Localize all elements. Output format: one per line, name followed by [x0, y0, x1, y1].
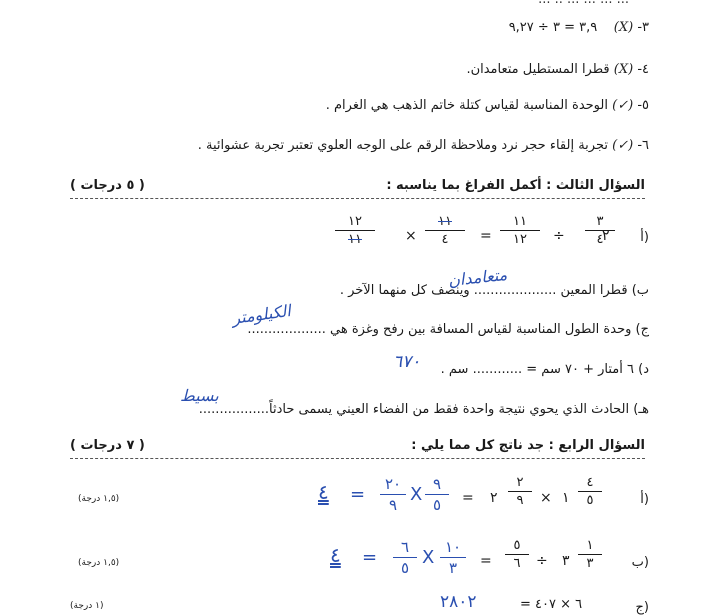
q3-e	[199, 402, 649, 417]
check-mark: (✓)	[612, 98, 634, 113]
q4-c-label: ج)	[635, 600, 649, 615]
check-mark: (✓)	[612, 138, 634, 153]
item-number: ٣-	[637, 20, 649, 35]
q4-b-note: (١,٥ درجة)	[78, 558, 120, 568]
q2-item-3	[509, 20, 649, 35]
q4-b-hw-fraction-2: ٦ ٥	[393, 538, 417, 577]
q4-b-answer: ٤	[330, 543, 341, 567]
q3-a-whole-1: ٢	[602, 228, 610, 244]
q3-a-label: أ)	[640, 230, 649, 245]
q4-b-label: ب)	[631, 555, 649, 570]
q4-c-answer: ٢٨٠٢	[440, 592, 477, 612]
q4-a-label: أ)	[640, 492, 649, 507]
q3-title: السؤال الثالث : أكمل الفراغ بما يناسبه :	[386, 178, 645, 193]
item-number: ٤-	[637, 62, 649, 77]
q4-b-fraction-2: ٥ ٦	[505, 538, 529, 571]
q4-a-note: (١,٥ درجة)	[78, 494, 120, 504]
q4-a-hw-fraction-2: ٢٠ ٩	[380, 475, 406, 514]
q4-header	[70, 435, 645, 459]
item-text: الحادث الذي يحوي نتيجة واحدة فقط من الفضاء العيني يسمى حادثاً.................	[198, 402, 630, 417]
item-label: د)	[638, 362, 649, 377]
q4-a-hw-multiply: X	[410, 484, 423, 505]
q3-header	[70, 175, 645, 199]
item-text: وحدة الطول المناسبة لقياس المسافة بين رفح وغزة هي ...................	[247, 322, 632, 337]
q3-a-multiply: ×	[405, 228, 417, 244]
q4-b-hw-multiply: X	[422, 547, 435, 568]
header-divider	[70, 458, 645, 459]
q3-b-answer: متعامدان	[447, 264, 508, 291]
q3-e-answer: بسيط	[180, 386, 219, 405]
cross-mark: (X)	[613, 20, 634, 35]
q4-b-hw-fraction-1: ١٠ ٣	[440, 538, 466, 577]
q3-a-fraction-1: ٣ ٤	[585, 214, 615, 247]
q3-a-fraction-3: ١١ ٤	[425, 214, 465, 247]
q4-b-hw-equals: =	[362, 547, 378, 568]
q4-a-fraction-1: ٤ ٥	[578, 475, 602, 508]
q4-a-answer: ٤	[318, 480, 329, 504]
item-number: ٦-	[637, 138, 649, 153]
q4-b-equals: =	[480, 553, 492, 569]
q3-c	[247, 322, 649, 337]
cross-mark: (X)	[613, 62, 634, 77]
q3-a-fraction-4: ١٢ ١١	[335, 214, 375, 247]
q4-a-fraction-2: ٢ ٩	[508, 475, 532, 508]
q4-a-whole-1: ١	[562, 490, 570, 506]
q4-points: ( ٧ درجات )	[70, 438, 145, 453]
item-expression: ٣,٩ = ٣ ÷ ٩,٢٧	[508, 20, 598, 35]
q2-top-partial	[538, 0, 629, 7]
q4-b-fraction-1: ١ ٣	[578, 538, 602, 571]
q4-b-whole-1: ٣	[562, 553, 570, 569]
q3-points: ( ٥ درجات )	[70, 178, 145, 193]
q4-a-multiply: ×	[540, 490, 552, 506]
item-text: تجربة إلقاء حجر نرد وملاحظة الرقم على الوجه العلوي تعتبر تجربة عشوائية .	[197, 138, 608, 153]
q3-d	[441, 362, 649, 377]
q4-a-hw-fraction-1: ٩ ٥	[425, 475, 449, 514]
item-text: قطرا المعين .................... وينصف كل منهما الآخر .	[339, 283, 628, 298]
q3-d-answer: ٦٧٠	[393, 352, 421, 372]
item-label: ب)	[631, 283, 649, 298]
q4-a-hw-equals: =	[350, 484, 366, 505]
header-divider	[70, 198, 645, 199]
item-text: ٦ أمتار + ٧٠ سم = ............ سم .	[440, 362, 634, 377]
q4-c-expression: ٦ × ٤٠٧ =	[520, 597, 583, 612]
q2-item-5	[326, 98, 649, 113]
item-text: الوحدة المناسبة لقياس كتلة خاتم الذهب هي الغرام .	[325, 98, 608, 113]
q4-title: السؤال الرابع : جد ناتج كل مما يلي :	[411, 438, 645, 453]
q4-a-equals: =	[462, 490, 474, 506]
q3-a-equals: =	[480, 228, 492, 244]
q4-a-whole-2: ٢	[490, 490, 498, 506]
q3-a-fraction-2: ١١ ١٢	[500, 214, 540, 247]
item-text: قطرا المستطيل متعامدان.	[466, 62, 610, 77]
q4-c-note: (١ درجة)	[70, 601, 104, 611]
q3-a-divide: ÷	[553, 228, 565, 244]
q3-c-answer: الكيلومتر	[230, 301, 292, 328]
q2-item-6	[198, 138, 649, 153]
q2-item-4	[466, 62, 649, 77]
item-label: هـ)	[633, 402, 649, 417]
item-label: ج)	[635, 322, 649, 337]
item-number: ٥-	[637, 98, 649, 113]
q4-b-divide: ÷	[536, 553, 548, 569]
